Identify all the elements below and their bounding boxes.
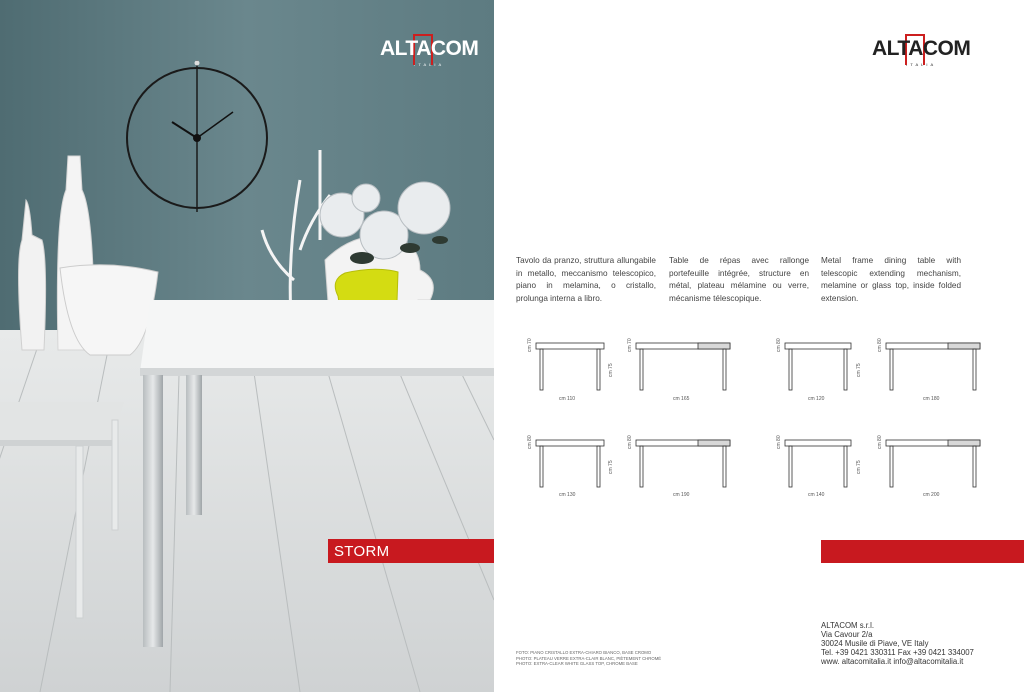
table-diagram	[785, 343, 855, 396]
table-drawing	[536, 440, 606, 488]
logo-wordmark: ALTACOM	[380, 37, 479, 60]
caption-line: PHOTO: EXTRA-CLEAR WHITE GLASS TOP, CHROME BASE	[516, 661, 638, 666]
table-drawing	[785, 440, 855, 488]
height-label: cm 75	[608, 460, 614, 474]
depth-label: cm 80	[877, 435, 883, 449]
width-label: cm 140	[808, 492, 825, 498]
logo-subtitle: ITALIA	[414, 62, 445, 67]
table-diagram	[536, 343, 606, 396]
width-label: cm 165	[673, 396, 690, 402]
width-label: cm 120	[808, 396, 825, 402]
depth-label: cm 80	[877, 338, 883, 352]
table-drawing	[536, 343, 606, 391]
depth-label: cm 70	[527, 338, 533, 352]
table-diagram	[886, 440, 986, 493]
address-city: 30024 Musile di Piave, VE Italy	[821, 639, 929, 648]
caption-line: PHOTO: PLATEAU VERRE EXTRA-CLAIR BLANC, PIÈTEMENT CHROMÉ	[516, 655, 662, 661]
table-drawing	[636, 440, 736, 488]
photo-caption	[516, 650, 661, 667]
table-drawing	[636, 343, 736, 391]
table-diagram	[536, 440, 606, 493]
description-italian: Tavolo da pranzo, struttura allungabile in metallo, meccanismo telescopico, piano in melamina, o cristallo, prolunga interna a libro.	[516, 256, 656, 303]
description-french: Table de répas avec rallonge portefeuille intégrée, structure en métal, plateau mélamine ou verre, mécanisme télescopique.	[669, 256, 809, 303]
width-label: cm 110	[559, 396, 576, 402]
table-drawing	[785, 343, 855, 391]
description-english: Metal frame dining table with telescopic extending mechanism, melamine or glass top, inside folded extension.	[821, 256, 961, 303]
depth-label: cm 70	[627, 338, 633, 352]
company-address	[821, 621, 974, 666]
depth-label: cm 80	[627, 435, 633, 449]
depth-label: cm 80	[776, 338, 782, 352]
width-label: cm 130	[559, 492, 576, 498]
address-web[interactable]: www. altacomitalia.it info@altacomitalia.it	[821, 657, 964, 666]
table-drawing	[886, 440, 986, 488]
depth-label: cm 80	[776, 435, 782, 449]
width-label: cm 190	[673, 492, 690, 498]
table-diagram	[886, 343, 986, 396]
product-name: STORM	[334, 543, 390, 560]
height-label: cm 75	[856, 460, 862, 474]
brand-logo-left	[380, 38, 478, 67]
logo-wordmark: ALTACOM	[872, 37, 971, 60]
address-street: Via Cavour 2/a	[821, 630, 873, 639]
table-diagram	[785, 440, 855, 493]
brand-logo-right	[872, 38, 970, 67]
width-label: cm 200	[923, 492, 940, 498]
depth-label: cm 80	[527, 435, 533, 449]
logo-subtitle: ITALIA	[906, 62, 937, 67]
table-diagram	[636, 343, 736, 396]
product-photo	[0, 0, 494, 692]
height-label: cm 75	[856, 363, 862, 377]
accent-bar	[821, 540, 1024, 563]
company-name: ALTACOM s.r.l.	[821, 621, 874, 630]
caption-line: FOTO: PIANO CRISTALLO EXTRA-CHIARO BIANCO, BASE CROMO	[516, 650, 652, 655]
table-drawing	[886, 343, 986, 391]
height-label: cm 75	[608, 363, 614, 377]
table-diagram	[636, 440, 736, 493]
address-phone: Tel. +39 0421 330311 Fax +39 0421 334007	[821, 648, 974, 657]
width-label: cm 180	[923, 396, 940, 402]
